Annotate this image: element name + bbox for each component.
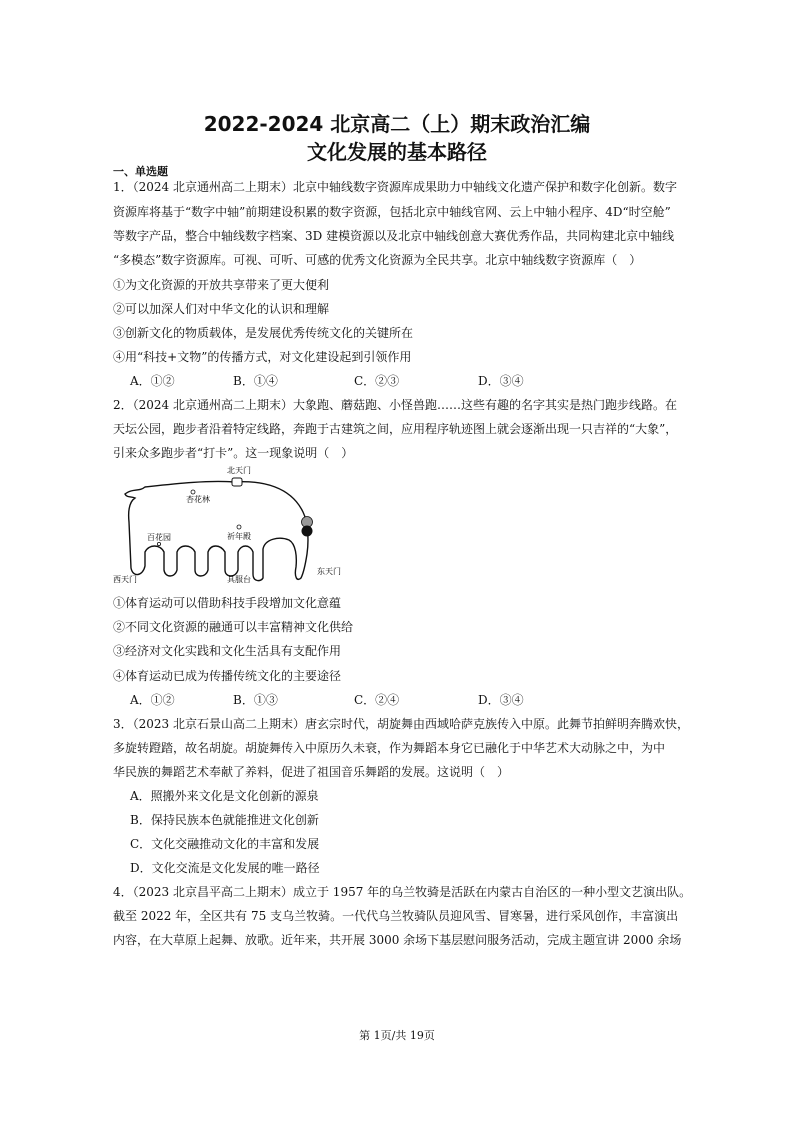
label-prayer-hall: 祈年殿 — [227, 532, 251, 541]
page-number-footer: 第 1页/共 19页 — [359, 1029, 435, 1042]
q1-statement: ③创新文化的物质载体，是发展优秀传统文化的关键所在 — [113, 326, 414, 340]
q2-stem-line: 2．（2024 北京通州高二上期末）大象跑、蘑菇跑、小怪兽跑……这些有趣的名字其实是热门跑步线路。在 — [113, 398, 677, 412]
q1-option-b[interactable]: B．①④ — [233, 374, 278, 388]
hundred-flowers-marker — [157, 542, 160, 545]
q1-option-c[interactable]: C．②③ — [354, 374, 400, 388]
apricot-grove-marker — [191, 490, 195, 494]
q4-stem-line: 截至 2022 年，全区共有 75 支乌兰牧骑。一代代乌兰牧骑队员迎风雪、冒寒暑，进行采风创作，丰富演出 — [113, 909, 679, 923]
runner-marker-black — [302, 526, 313, 537]
q3-option-a[interactable]: A．照搬外来文化是文化创新的源泉 — [130, 789, 319, 803]
q2-stem-line: 天坛公园，跑步者沿着特定线路，奔跑于古建筑之间，应用程序轨迹图上就会逐渐出现一只吉祥的“大象”， — [113, 422, 678, 436]
label-hundred-flowers: 百花园 — [147, 533, 171, 542]
q3-stem-line: 华民族的舞蹈艺术奉献了养料，促进了祖国音乐舞蹈的发展。这说明（ ） — [113, 765, 510, 779]
q1-stem-line: 等数字产品，整合中轴线数字档案、3D 建模资源以及北京中轴线创意大赛优秀作品，共同构建北京中轴线 — [113, 229, 675, 243]
q1-statement: ②可以加深人们对中华文化的认识和理解 — [113, 302, 330, 316]
q1-stem-line: 资源库将基于“数字中轴”前期建设积累的数字资源，包括北京中轴线官网、云上中轴小程序、4D“时空舱” — [113, 205, 671, 219]
q2-statement: ①体育运动可以借助科技手段增加文化意蕴 — [113, 596, 342, 610]
q1-option-a[interactable]: A．①② — [130, 374, 175, 388]
prayer-hall-marker — [237, 525, 241, 529]
q2-option-a[interactable]: A．①② — [130, 693, 175, 707]
q1-stem-line: “多模态”数字资源库。可视、可听、可感的优秀文化资源为全民共享。北京中轴线数字资源库（ ） — [113, 253, 642, 267]
section-label: 一、单选题 — [113, 165, 168, 178]
running-route-line — [125, 481, 308, 580]
elephant-route-map — [113, 462, 353, 587]
q3-stem-line: 3．（2023 北京石景山高二上期末）唐玄宗时代，胡旋舞由西域哈萨克族传入中原。此舞节拍鲜明奔腾欢快， — [113, 717, 689, 731]
q1-option-d[interactable]: D．③④ — [478, 374, 524, 388]
label-east-gate: 东天门 — [317, 567, 341, 576]
q3-stem-line: 多旋转蹬踏，故名胡旋。胡旋舞传入中原历久未衰，作为舞蹈本身它已融化于中华艺术大动脉之中，为中 — [113, 741, 666, 755]
q4-stem-line: 内容，在大草原上起舞、放歌。近年来，共开展 3000 余场下基层慰问服务活动，完成主题宣讲 2000 余场 — [113, 933, 682, 947]
q2-option-d[interactable]: D．③④ — [478, 693, 524, 707]
q3-option-d[interactable]: D．文化交流是文化发展的唯一路径 — [130, 861, 320, 875]
q3-option-c[interactable]: C．文化交融推动文化的丰富和发展 — [130, 837, 320, 851]
label-apricot-grove: 杏花林 — [186, 495, 210, 504]
q2-statement: ④体育运动已成为传播传统文化的主要途径 — [113, 669, 342, 683]
q2-option-c[interactable]: C．②④ — [354, 693, 400, 707]
label-west-gate: 西天门 — [113, 575, 137, 584]
label-costume-stage: 具服台 — [227, 575, 251, 584]
q3-option-b[interactable]: B．保持民族本色就能推进文化创新 — [130, 813, 319, 827]
q2-option-b[interactable]: B．①③ — [233, 693, 278, 707]
q1-statement: ④用“科技+文物”的传播方式，对文化建设起到引领作用 — [113, 350, 412, 364]
q4-stem-line: 4．（2023 北京昌平高二上期末）成立于 1957 年的乌兰牧骑是活跃在内蒙古自治区的一种小型文艺演出队。 — [113, 885, 692, 899]
q1-statement: ①为文化资源的开放共享带来了更大便利 — [113, 278, 330, 292]
page-title: 2022-2024 北京高二（上）期末政治汇编 — [203, 112, 591, 136]
q2-statement: ②不同文化资源的融通可以丰富精神文化供给 — [113, 620, 354, 634]
q2-statement: ③经济对文化实践和文化生活具有支配作用 — [113, 644, 342, 658]
q1-stem-line: 1．（2024 北京通州高二上期末）北京中轴线数字资源库成果助力中轴线文化遗产保护和数字化创新。数字 — [113, 180, 677, 194]
q2-stem-line: 引来众多跑步者“打卡”。这一现象说明（ ） — [113, 446, 354, 460]
north-gate-marker — [232, 478, 242, 486]
page-subtitle: 文化发展的基本路径 — [307, 140, 487, 164]
label-north-gate: 北天门 — [227, 466, 251, 475]
